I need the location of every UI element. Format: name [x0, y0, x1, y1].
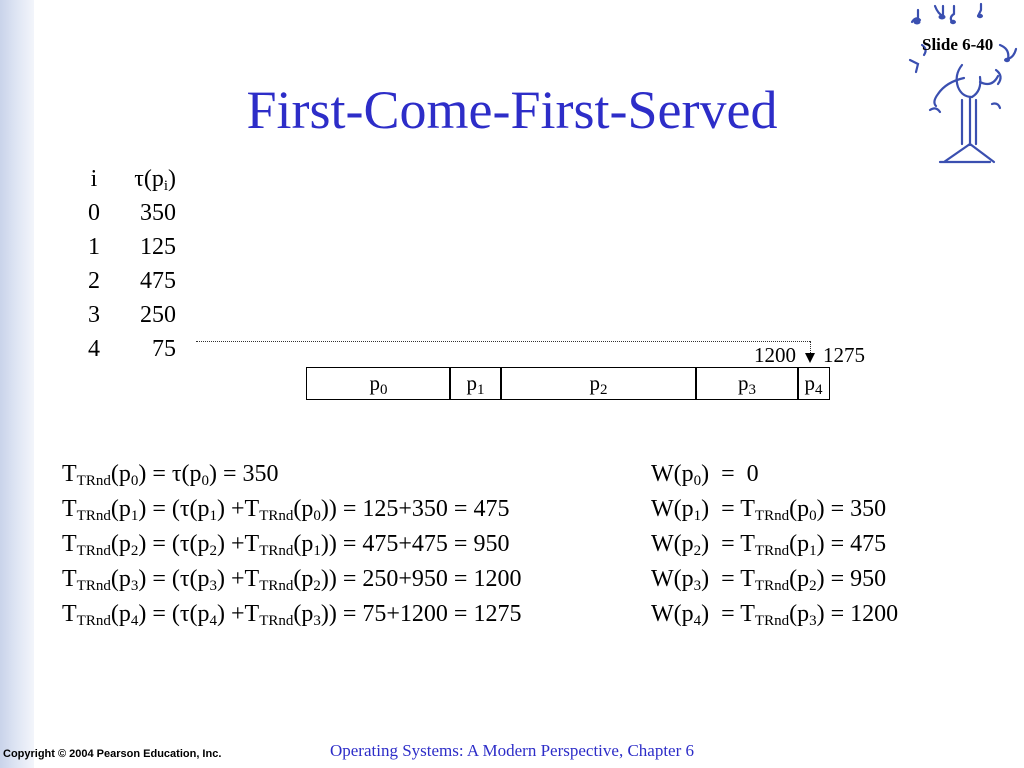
cell-i: 0 — [88, 200, 100, 226]
gantt-segment-p0: $p_0$ — [306, 367, 451, 400]
cell-tau: 475 — [140, 268, 176, 294]
gantt-segment-p3: $p_3$ — [695, 367, 799, 400]
turnaround-equation: $T_{TRnd}(p_0) = \tau(p_0) = 350$ — [62, 461, 279, 489]
cell-i: 1 — [88, 234, 100, 260]
turnaround-equation: $T_{TRnd}(p_4) = (\tau(p_4) +T_{TRnd}(p_3)) = 75+1200 = 1275$ — [62, 601, 522, 629]
turnaround-equation: $T_{TRnd}(p_1) = (\tau(p_1) +T_{TRnd}(p_0)) = 125+350 = 475$ — [62, 496, 510, 524]
wait-equation: $W(p_1) = T_{TRnd}(p_0) = 350$ — [651, 496, 887, 524]
gantt-segment-p4: $p_4$ — [797, 367, 830, 400]
header-i: i — [90, 166, 98, 192]
header-tau: $\tau(p_i)$ — [134, 166, 176, 194]
cell-tau: 125 — [140, 234, 176, 260]
cell-tau: 350 — [140, 200, 176, 226]
book-title: Operating Systems: A Modern Perspective, Chapter 6 — [329, 741, 695, 760]
time-label-1200: 1200 — [754, 343, 796, 367]
gantt-segment-p1: $p_1$ — [449, 367, 502, 400]
wait-equation: $W(p_4) = T_{TRnd}(p_3) = 1200$ — [651, 601, 899, 629]
wait-equation: $W(p_3) = T_{TRnd}(p_2) = 950$ — [651, 566, 887, 594]
cell-i: 3 — [88, 302, 100, 328]
slide-number: Slide 6-40 — [922, 35, 994, 54]
copyright: Copyright © 2004 Pearson Education, Inc. — [3, 748, 222, 760]
arrow-down-icon — [805, 353, 815, 363]
cell-tau: 75 — [152, 336, 176, 362]
gantt-chart — [307, 367, 829, 400]
page-title: First-Come-First-Served — [246, 80, 778, 140]
gantt-segment-p2: $p_2$ — [500, 367, 697, 400]
wait-equation: $W(p_0) = 0$ — [651, 461, 759, 489]
cell-i: 4 — [88, 336, 100, 362]
dotted-time-line — [196, 341, 810, 342]
cell-i: 2 — [88, 268, 100, 294]
turnaround-equation: $T_{TRnd}(p_2) = (\tau(p_2) +T_{TRnd}(p_1)) = 475+475 = 950$ — [62, 531, 510, 559]
wait-equation: $W(p_2) = T_{TRnd}(p_1) = 475$ — [651, 531, 887, 559]
turnaround-equation: $T_{TRnd}(p_3) = (\tau(p_3) +T_{TRnd}(p_2)) = 250+950 = 1200$ — [62, 566, 522, 594]
time-label-1275: 1275 — [823, 343, 865, 367]
cell-tau: 250 — [140, 302, 176, 328]
